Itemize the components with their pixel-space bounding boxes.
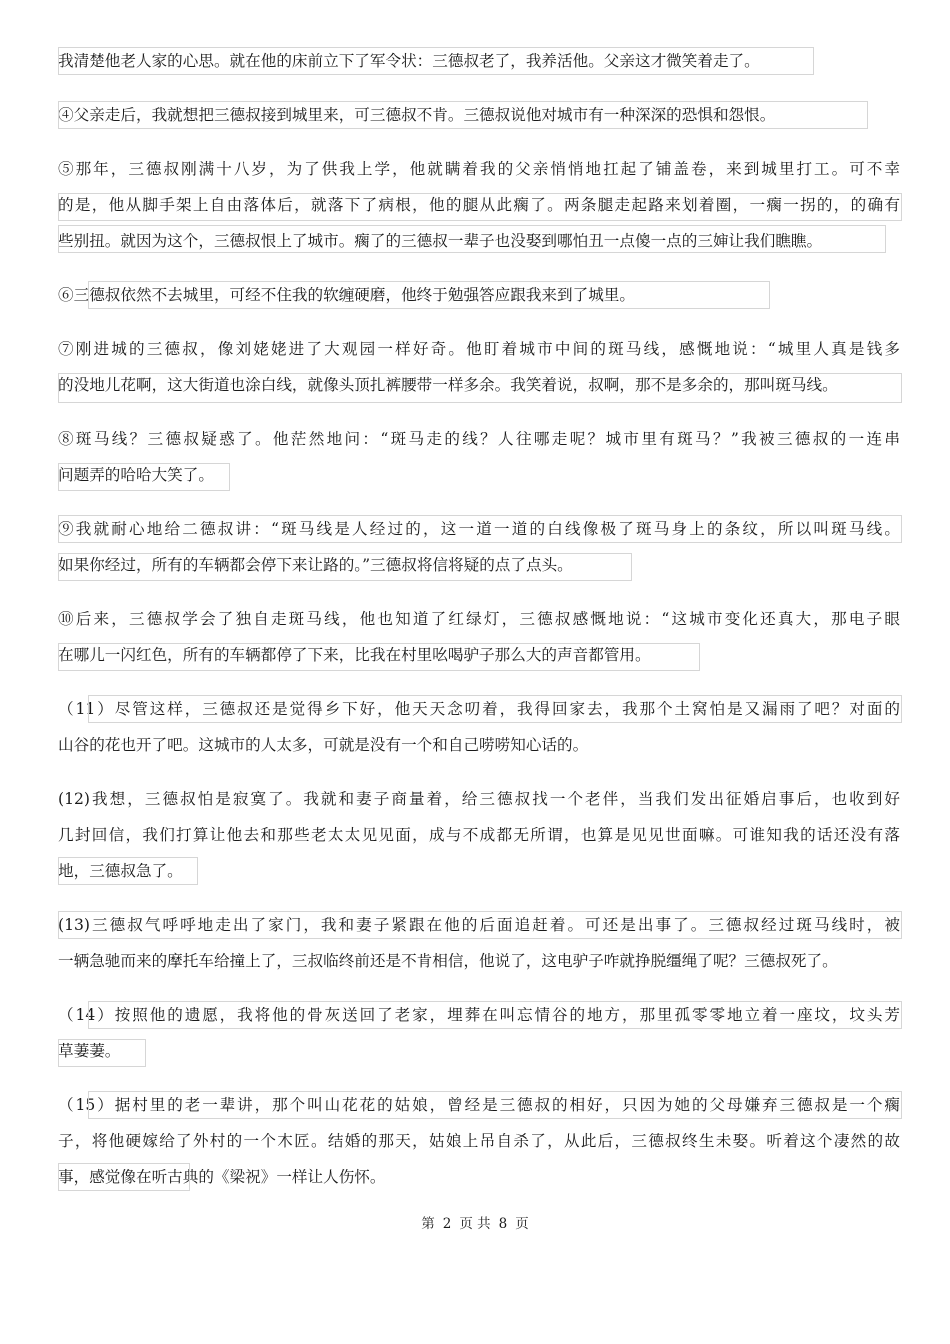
paragraph-line: 的是，他从脚手架上自由落体后，就落下了病根，他的腿从此瘸了。两条腿走起路来划着圈，一瘸一拐的，的确有 — [58, 196, 900, 214]
paragraph-line: （14）按照他的遗愿，我将他的骨灰送回了老家，埋葬在叫忘情谷的地方，那里孤零零地立着一座坟，坟头芳 — [58, 1006, 900, 1024]
paragraph — [58, 601, 900, 673]
footer-prefix: 第 — [421, 1216, 435, 1232]
paragraph-line: ⑦刚进城的三德叔，像刘姥姥进了大观园一样好奇。他盯着城市中间的斑马线，感慨地说：“城里人真是钱多 — [58, 340, 900, 358]
paragraph-line: ④父亲走后，我就想把三德叔接到城里来，可三德叔不肯。三德叔说他对城市有一种深深的恐惧和怨恨。 — [58, 106, 776, 124]
paragraph-line: 几封回信，我们打算让他去和那些老太太见见面，成与不成都无所谓，也算是见见世面嘛。可谁知我的话还没有落 — [58, 826, 900, 844]
paragraph-line: 事，感觉像在听古典的《梁祝》一样让人伤怀。 — [58, 1168, 386, 1186]
paragraph-line: ⑤那年，三德叔刚满十八岁，为了供我上学，他就瞒着我的父亲悄悄地扛起了铺盖卷，来到城里打工。可不幸 — [58, 160, 900, 178]
paragraph-line: 些别扭。就因为这个，三德叔恨上了城市。瘸了的三德叔一辈子也没娶到哪怕丑一点傻一点的三婶让我们瞧瞧。 — [58, 232, 823, 250]
paragraph-line: 草萋萋。 — [58, 1042, 121, 1060]
paragraph-line: (12)我想，三德叔怕是寂寞了。我就和妻子商量着，给三德叔找一个老伴，当我们发出征婚启事后，也收到好 — [58, 790, 900, 808]
paragraph-line: ⑥三德叔依然不去城里，可经不住我的软缠硬磨，他终于勉强答应跟我来到了城里。 — [58, 286, 635, 304]
paragraph-line: ⑧斑马线？三德叔疑惑了。他茫然地问：“斑马走的线？人往哪走呢？城市里有斑马？”我被三德叔的一连串 — [58, 430, 900, 448]
paragraph-line: 子，将他硬嫁给了外村的一个木匠。结婚的那天，姑娘上吊自杀了，从此后，三德叔终生未娶。听着这个凄然的故 — [58, 1132, 900, 1150]
paragraph-line: 如果你经过，所有的车辆都会停下来让路的。”三德叔将信将疑的点了点头。 — [58, 556, 573, 574]
paragraph-line: ⑩后来，三德叔学会了独自走斑马线，他也知道了红绿灯，三德叔感慨地说：“这城市变化还真大，那电子眼 — [58, 610, 900, 628]
paragraph — [58, 97, 900, 133]
paragraph-line: 山谷的花也开了吧。这城市的人太多，可就是没有一个和自己唠唠知心话的。 — [58, 736, 589, 754]
page-footer — [0, 1212, 950, 1236]
paragraph-line: 地，三德叔急了。 — [58, 862, 183, 880]
paragraph-line: （11）尽管这样，三德叔还是觉得乡下好，他天天念叨着，我得回家去，我那个土窝怕是又漏雨了吧？对面的 — [58, 700, 900, 718]
paragraph-line: （15）据村里的老一辈讲，那个叫山花花的姑娘，曾经是三德叔的相好，只因为她的父母嫌弃三德叔是一个瘸 — [58, 1096, 900, 1114]
paragraph — [58, 511, 900, 583]
footer-page-number: 2 — [442, 1216, 452, 1232]
paragraph — [58, 907, 900, 979]
paragraph — [58, 1087, 900, 1195]
footer-mid: 页 共 — [459, 1216, 491, 1232]
paragraph — [58, 421, 900, 493]
paragraph — [58, 43, 900, 79]
paragraph — [58, 691, 900, 763]
paragraph-line: (13)三德叔气呼呼地走出了家门，我和妻子紧跟在他的后面追赶着。可还是出事了。三德叔经过斑马线时，被 — [58, 916, 900, 934]
paragraph — [58, 781, 900, 889]
paragraph-line: 问题弄的哈哈大笑了。 — [58, 466, 214, 484]
paragraph-line: 的没地儿花啊，这大街道也涂白线，就像头顶扎裤腰带一样多余。我笑着说，叔啊，那不是多余的，那叫斑马线。 — [58, 376, 838, 394]
footer-total-pages: 8 — [498, 1216, 508, 1232]
paragraph-line: ⑨我就耐心地给二德叔讲：“斑马线是人经过的，这一道一道的白线像极了斑马身上的条纹，所以叫斑马线。 — [58, 520, 900, 538]
paragraph — [58, 997, 900, 1069]
paragraph — [58, 151, 900, 259]
paragraph — [58, 277, 900, 313]
paragraph-line: 我清楚他老人家的心思。就在他的床前立下了军令状：三德叔老了，我养活他。父亲这才微笑着走了。 — [58, 52, 760, 70]
paragraph-line: 在哪儿一闪红色，所有的车辆都停了下来，比我在村里吆喝驴子那么大的声音都管用。 — [58, 646, 651, 664]
paragraph — [58, 331, 900, 403]
paragraph-line: 一辆急驰而来的摩托车给撞上了，三叔临终前还是不肯相信，他说了，这电驴子咋就挣脱缰绳了呢？三德叔死了。 — [58, 952, 838, 970]
footer-suffix: 页 — [515, 1216, 529, 1232]
